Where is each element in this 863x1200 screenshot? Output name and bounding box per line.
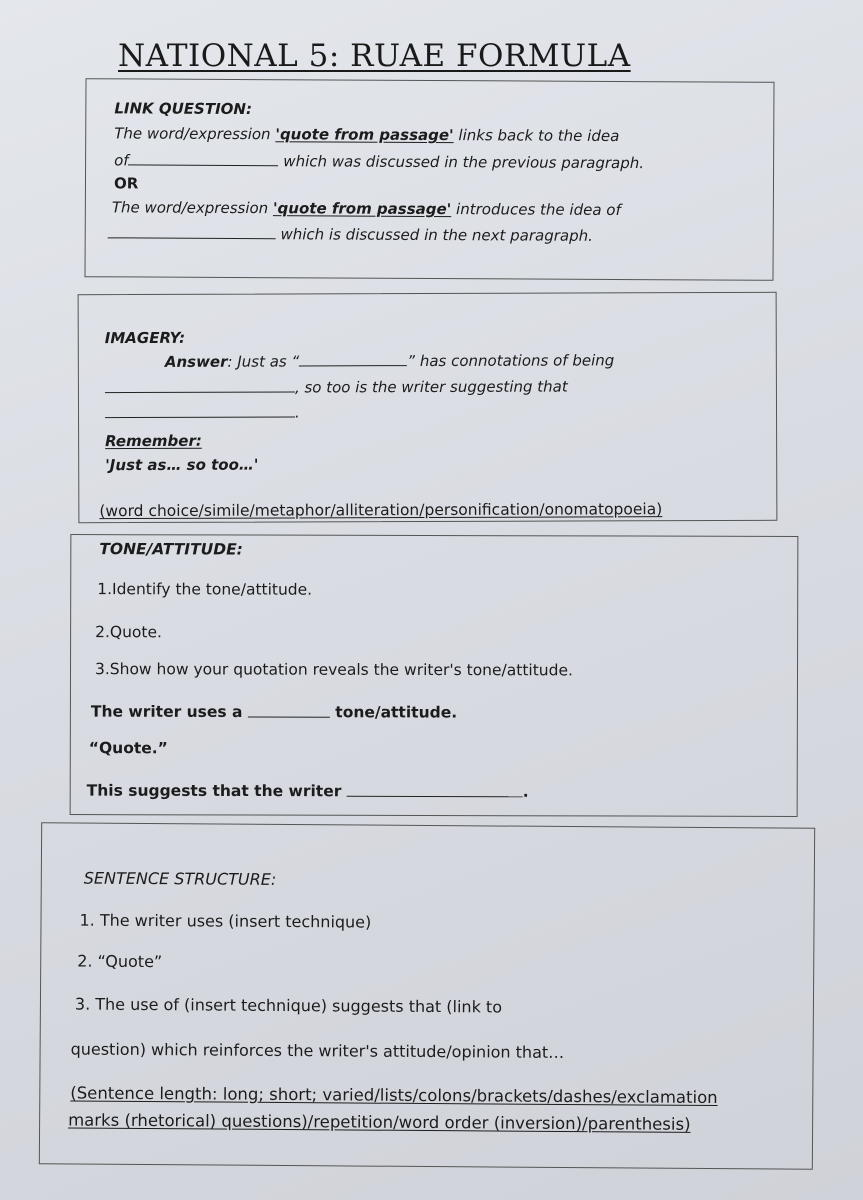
tone-step-3: 3.Show how your quotation reveals the writer's tone/attitude. bbox=[94, 660, 573, 680]
answer-blank bbox=[129, 149, 279, 166]
tone-formula-2: “Quote.” bbox=[88, 739, 168, 758]
quote-placeholder: 'quote from passage' bbox=[272, 199, 452, 219]
sentence-structure-box bbox=[39, 822, 815, 1169]
tone-formula-3: This suggests that the writer . bbox=[86, 781, 529, 801]
link-line-3: The word/expression 'quote from passage' introduces the idea of bbox=[111, 198, 621, 220]
answer-blank bbox=[108, 222, 276, 239]
link-line-2: of which was discussed in the previous paragraph. bbox=[114, 151, 645, 173]
imagery-heading: IMAGERY: bbox=[104, 328, 186, 348]
answer-blank bbox=[105, 401, 295, 418]
remember-label: Remember: bbox=[105, 431, 202, 451]
imagery-line-1: Answer: Just as “ ” has connotations of being bbox=[164, 351, 615, 371]
link-line-4: which is discussed in the next paragraph. bbox=[108, 222, 593, 245]
imagery-types: (word choice/simile/metaphor/alliteration/personification/onomatopoeia) bbox=[99, 500, 663, 521]
sentence-step-3: 3. The use of (insert technique) suggests that (link to bbox=[74, 994, 503, 1017]
tone-attitude-box bbox=[70, 534, 799, 817]
answer-blank bbox=[299, 350, 407, 366]
link-question-heading: LINK QUESTION: bbox=[114, 99, 253, 119]
tone-formula-1: The writer uses a tone/attitude. bbox=[91, 700, 457, 721]
answer-blank bbox=[248, 701, 330, 718]
quote-placeholder: 'quote from passage' bbox=[275, 125, 454, 145]
tone-step-1: 1.Identify the tone/attitude. bbox=[97, 580, 313, 599]
just-as-phrase: 'Just as… so too…' bbox=[105, 455, 259, 475]
sentence-step-1: 1. The writer uses (insert technique) bbox=[79, 910, 372, 932]
tone-heading: TONE/ATTITUDE: bbox=[99, 540, 243, 559]
link-question-box bbox=[84, 78, 774, 281]
imagery-box bbox=[78, 292, 778, 523]
imagery-line-3: . bbox=[105, 401, 300, 422]
imagery-line-2: , so too is the writer suggesting that bbox=[105, 376, 568, 398]
sentence-step-3-cont: question) which reinforces the writer's attitude/opinion that… bbox=[70, 1039, 565, 1062]
page-title: NATIONAL 5: RUAE FORMULA bbox=[118, 38, 631, 74]
technique-list-1: (Sentence length: long; short; varied/lists/colons/brackets/dashes/exclamation bbox=[70, 1083, 718, 1108]
technique-list-2: marks (rhetorical) questions)/repetition/word order (inversion)/parenthesis) bbox=[68, 1110, 691, 1134]
link-line-1: The word/expression 'quote from passage' links back to the idea bbox=[114, 124, 620, 145]
answer-blank bbox=[347, 780, 523, 797]
or-label: OR bbox=[113, 174, 139, 193]
answer-blank bbox=[105, 376, 295, 393]
tone-step-2: 2.Quote. bbox=[95, 623, 162, 642]
sentence-step-2: 2. “Quote” bbox=[77, 951, 163, 972]
sentence-heading: SENTENCE STRUCTURE: bbox=[83, 868, 277, 889]
